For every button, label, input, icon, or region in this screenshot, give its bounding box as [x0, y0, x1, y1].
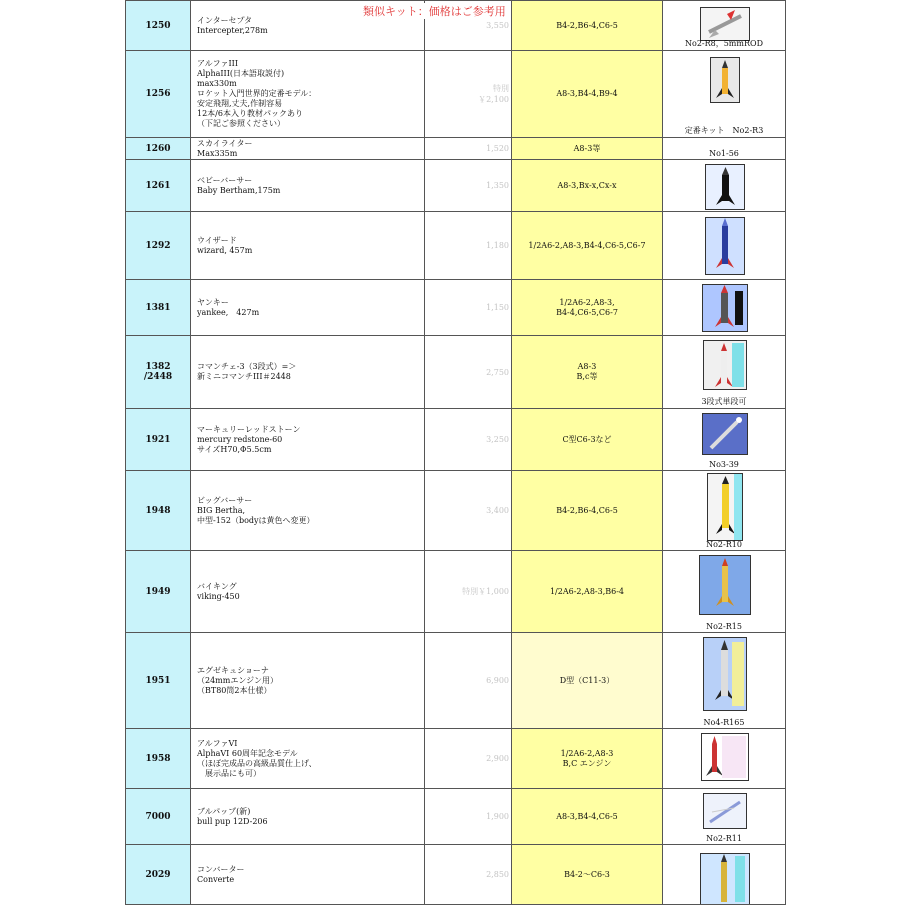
table-row [126, 51, 786, 138]
kit-code [126, 789, 191, 845]
kit-name [191, 729, 425, 789]
kit-price [425, 409, 512, 471]
kit-name [191, 336, 425, 409]
kit-photo-cell [663, 409, 786, 471]
engine-spec [512, 160, 663, 212]
engine-spec [512, 336, 663, 409]
table-row [126, 336, 786, 409]
kit-name-line: コマンチェ-3（3段式）=＞ [197, 362, 297, 371]
kit-name-line: ロケット入門世界的定番モデル： [197, 89, 317, 98]
kit-price [425, 212, 512, 280]
engine-spec [512, 212, 663, 280]
kit-price [425, 551, 512, 633]
engine-spec-line: A8-3,B4-4,B9-4 [556, 89, 618, 98]
kit-name-line: エグゼキュショーナ [197, 665, 269, 675]
rocket-photo [702, 413, 748, 455]
kit-code [126, 633, 191, 729]
kit-price [425, 138, 512, 160]
kit-price-line: 2,850 [486, 870, 509, 879]
kit-name-line: コンバーター [197, 864, 245, 874]
kit-price-line: 2,900 [486, 754, 509, 763]
kit-price-line: 3,550 [486, 21, 509, 30]
kit-name [191, 280, 425, 336]
kit-code-line: 7000 [145, 811, 171, 822]
engine-spec [512, 138, 663, 160]
kit-photo-cell [663, 280, 786, 336]
table-row [126, 729, 786, 789]
kit-price-line: 3,400 [486, 506, 509, 515]
kit-name [191, 409, 425, 471]
rocket-photo [703, 637, 747, 711]
kit-name [191, 51, 425, 138]
kit-price-line: 1,520 [486, 144, 509, 153]
kit-name-line: インターセプタ [197, 15, 252, 25]
kit-code [126, 551, 191, 633]
kit-photo-cell [663, 789, 786, 845]
photo-caption: No2-R11 [706, 834, 742, 843]
kit-name-line: wizard, 457m [197, 245, 253, 255]
kit-name-line: ヤンキー [197, 297, 229, 307]
kit-name-line: yankee, 427m [197, 307, 260, 317]
table-row [126, 280, 786, 336]
header-note: 類似キット：価格はご参考用 [363, 5, 506, 18]
kit-code [126, 212, 191, 280]
engine-spec [512, 789, 663, 845]
kit-name-line: （ほぼ完成品の高級品質仕上げ、 [197, 758, 317, 768]
table-row [126, 789, 786, 845]
kit-code-line: 1951 [145, 675, 171, 686]
engine-spec [512, 729, 663, 789]
photo-caption: No2-R10 [706, 540, 742, 549]
kit-code-line: 1921 [145, 434, 171, 445]
kit-code-line: 1250 [145, 20, 171, 31]
kit-price [425, 633, 512, 729]
kit-name-line: max330m [197, 79, 237, 88]
engine-spec [512, 280, 663, 336]
rocket-photo [703, 793, 747, 829]
kit-name-line: Max335m [197, 148, 238, 158]
kit-price [425, 789, 512, 845]
kit-code [126, 160, 191, 212]
kit-code-line: 1382 [145, 362, 171, 372]
kit-name [191, 551, 425, 633]
kit-name-line: アルファVI [197, 738, 238, 748]
engine-spec-line: B,c等 [576, 372, 598, 381]
engine-spec [512, 845, 663, 905]
kit-name-line: スカイライター [197, 138, 253, 148]
kit-name-line: viking-450 [197, 591, 240, 601]
rocket-photo [700, 7, 750, 41]
rocket-photo [705, 164, 745, 210]
kit-name [191, 212, 425, 280]
kit-price [425, 845, 512, 905]
engine-spec-line: 1/2A6-2,A8-3, [559, 297, 615, 307]
kit-name-line: （下記ご参照ください） [197, 119, 285, 128]
kit-name-line: ブルパップ(新) [197, 806, 251, 816]
table-row [126, 471, 786, 551]
kit-code-line: 1949 [145, 586, 171, 597]
engine-spec-line: C型C6-3など [562, 434, 612, 444]
photo-caption: No2-R15 [706, 622, 742, 631]
photo-caption: No4-R165 [703, 718, 745, 727]
kit-code [126, 280, 191, 336]
kit-code-line: 2029 [145, 869, 171, 880]
kit-photo-cell [663, 471, 786, 551]
kit-price [425, 336, 512, 409]
engine-spec-line: B,C エンジン [562, 758, 612, 768]
engine-spec-line: 1/2A6-2,A8-3 [560, 748, 614, 758]
kit-price-line: 6,900 [486, 676, 509, 685]
kit-code-line: 1958 [145, 753, 171, 764]
rocket-photo [702, 284, 748, 332]
kit-code [126, 409, 191, 471]
kit-code-line: 1260 [145, 143, 171, 154]
kit-code [126, 729, 191, 789]
table-row [126, 845, 786, 905]
kit-name-line: （24mmエンジン用） [197, 675, 278, 685]
engine-spec-line: 1/2A6-2,A8-3,B4-4,C6-5,C6-7 [528, 240, 646, 250]
engine-spec [512, 51, 663, 138]
kit-price-line: 特別￥1,000 [462, 587, 509, 596]
photo-caption: 3段式単段可 [701, 397, 747, 406]
photo-caption: No2-R8，5mmROD [685, 39, 763, 48]
kit-name-line: 中型-152（bodyは黄色へ変更） [197, 515, 315, 525]
kit-name [191, 633, 425, 729]
table-row [126, 409, 786, 471]
engine-spec [512, 471, 663, 551]
kit-price-line: 1,350 [486, 181, 509, 190]
kit-photo-cell [663, 138, 786, 160]
kit-name-line: アルファIII [197, 59, 239, 68]
kit-code-line: /2448 [143, 372, 173, 382]
kit-photo-cell [663, 51, 786, 138]
engine-spec-line: B4-2,B6-4,C6-5 [556, 505, 618, 515]
kit-photo-cell [663, 160, 786, 212]
rocket-photo [705, 217, 745, 275]
kit-code [126, 845, 191, 905]
engine-spec-line: B4-4,C6-5,C6-7 [556, 307, 618, 317]
kit-code-line: 1261 [145, 180, 171, 191]
kit-price [425, 280, 512, 336]
engine-spec [512, 633, 663, 729]
kit-photo-cell [663, 212, 786, 280]
kit-code [126, 51, 191, 138]
kit-name-line: 安定飛翔,丈夫,作制容易 [197, 99, 283, 108]
kit-price-line: 1,900 [486, 812, 509, 821]
kit-table [125, 0, 786, 905]
kit-name-line: マーキュリーレッドストーン [197, 424, 301, 434]
kit-code-line: 1292 [145, 240, 171, 251]
kit-price [425, 51, 512, 138]
table-row [126, 138, 786, 160]
kit-name-line: 展示品にも可） [197, 768, 261, 778]
rocket-photo [707, 473, 743, 541]
engine-spec-line: D型（C11-3） [559, 675, 615, 685]
photo-caption: No3-39 [709, 460, 739, 469]
kit-name-line: AlphaVI 60周年記念モデル [197, 748, 298, 758]
kit-price [425, 471, 512, 551]
table-row [126, 160, 786, 212]
engine-spec-line: A8-3,Bx-x,Cx-x [557, 180, 617, 190]
engine-spec-line: B4-2～C6-3 [564, 869, 610, 879]
price-sheet [125, 0, 777, 905]
kit-name-line: 新ミニコマンチIII＃2448 [197, 372, 291, 381]
kit-name-line: Converte [197, 874, 235, 884]
engine-spec-line: B4-2,B6-4,C6-5 [556, 20, 618, 30]
kit-name [191, 845, 425, 905]
kit-code [126, 336, 191, 409]
kit-name-line: Intercepter,278m [197, 25, 268, 35]
kit-code [126, 138, 191, 160]
engine-spec-line: 1/2A6-2,A8-3,B6-4 [549, 586, 625, 596]
kit-code-line: 1948 [145, 505, 171, 516]
kit-name-line: bull pup 12D-206 [197, 816, 268, 826]
engine-spec-line: A8-3等 [573, 143, 601, 153]
engine-spec [512, 409, 663, 471]
kit-name [191, 789, 425, 845]
kit-photo-cell [663, 633, 786, 729]
rocket-photo [700, 853, 750, 905]
photo-caption: 定番キット No2-R3 [684, 126, 764, 135]
kit-name-line: ビッグバーサー [197, 495, 253, 505]
rocket-photo [703, 340, 747, 390]
rocket-photo [701, 733, 749, 781]
kit-photo-cell [663, 845, 786, 905]
kit-price-line: ￥2,100 [478, 95, 509, 104]
kit-code [126, 1, 191, 51]
kit-name [191, 471, 425, 551]
engine-spec [512, 1, 663, 51]
kit-name [191, 138, 425, 160]
engine-spec [512, 551, 663, 633]
kit-photo-cell [663, 336, 786, 409]
kit-name-line: AlphaIII(日本語取説付) [197, 69, 285, 78]
kit-price-line: 1,150 [486, 303, 509, 312]
kit-code-line: 1381 [145, 302, 171, 313]
kit-name-line: mercury redstone-60 [197, 434, 283, 444]
rocket-photo [710, 57, 740, 103]
kit-name-line: BIG Bertha, [197, 505, 246, 515]
kit-name [191, 160, 425, 212]
kit-photo-cell [663, 1, 786, 51]
table-row [126, 633, 786, 729]
kit-code [126, 471, 191, 551]
rocket-photo [699, 555, 751, 615]
kit-price-line: 特別 [493, 84, 509, 93]
kit-name-line: Baby Bertham,175m [197, 185, 281, 195]
kit-photo-cell [663, 551, 786, 633]
kit-name-line: ベビーバーサー [197, 175, 253, 185]
kit-name-line: サイズH70,Φ5.5cm [197, 444, 272, 454]
kit-name-line: ウイザード [197, 235, 237, 245]
kit-price-line: 2,750 [486, 367, 509, 377]
engine-spec-line: A8-3,B4-4,C6-5 [556, 811, 618, 821]
kit-photo-cell [663, 729, 786, 789]
kit-price [425, 729, 512, 789]
kit-code-line: 1256 [145, 89, 171, 99]
engine-spec-line: A8-3 [577, 362, 597, 371]
kit-name-line: （BT80筒2本仕様） [197, 685, 272, 695]
table-row [126, 212, 786, 280]
kit-price-line: 3,250 [486, 435, 509, 444]
kit-price-line: 1,180 [486, 241, 509, 250]
kit-name-line: バイキング [197, 581, 237, 591]
photo-caption: No1-56 [709, 149, 739, 158]
table-row [126, 551, 786, 633]
kit-price [425, 160, 512, 212]
kit-name-line: 12本/6本入り教材パックあり [197, 109, 303, 118]
